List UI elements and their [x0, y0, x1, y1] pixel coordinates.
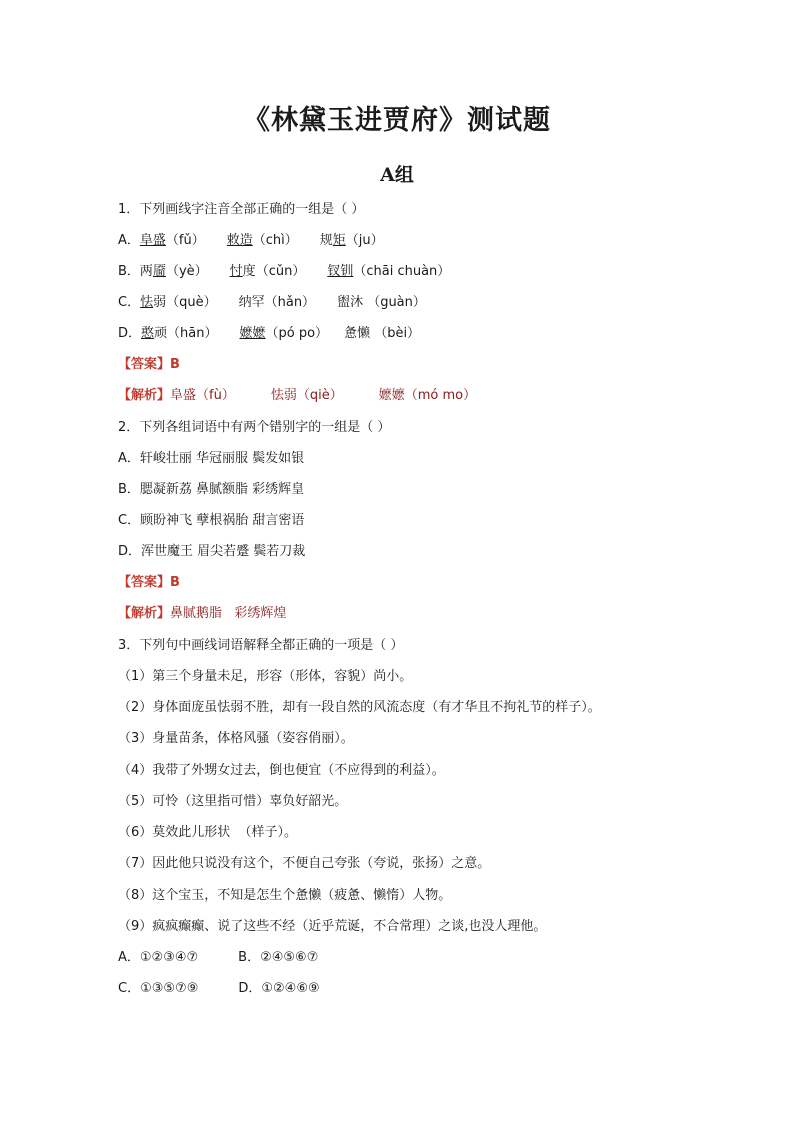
q3-item: （7）因此他只说没有这个，不便自己夸张（夸说，张扬）之意。: [118, 856, 491, 871]
q2-option-b: B．腮凝新荔 鼻腻额脂 彩绣辉皇: [118, 482, 305, 497]
word: 规: [319, 233, 333, 248]
q1-option-a: [118, 232, 384, 250]
underlined-word: 钗钏: [327, 264, 354, 279]
q2-answer: 【答案】B: [118, 575, 180, 590]
word: 弱: [153, 295, 167, 310]
option-prefix: D．: [118, 326, 142, 341]
q1-option-c: [118, 294, 426, 312]
word: 顽: [154, 326, 168, 341]
underlined-word: 嬷嬷: [239, 326, 266, 341]
word: 两: [139, 264, 153, 279]
q2-option-d: D．浑世魔王 眉尖若蹙 鬓若刀裁: [118, 544, 306, 559]
analysis-tag: 【解析】: [118, 388, 171, 403]
q2-stem: 2．下列各组词语中有两个错别字的一组是（ ）: [118, 420, 391, 435]
q3-item: （3）身量苗条，体格风骚（姿容俏丽）。: [118, 731, 354, 746]
pinyin: （chì）: [252, 233, 298, 248]
q3-options-row-2: [118, 980, 320, 998]
q3-item: （4）我带了外甥女过去，倒也便宜（不应得到的利益）。: [118, 763, 445, 778]
q1-option-b: [118, 263, 450, 281]
pinyin: （ju）: [345, 233, 384, 248]
analysis-item: 阜盛（fù）: [170, 388, 235, 403]
pinyin: （pó po）: [265, 326, 329, 341]
q3-item: （2）身体面庞虽怯弱不胜，却有一段自然的风流态度（有才华且不拘礼节的样子）。: [118, 700, 601, 715]
underlined-word: 怯: [140, 295, 154, 310]
option-prefix: B．: [118, 264, 140, 279]
underlined-word: 憨: [141, 326, 155, 341]
q1-answer: 【答案】B: [118, 357, 180, 372]
q3-option-a: A．①②③④⑦: [118, 950, 199, 965]
underlined-word: 忖: [229, 264, 243, 279]
q3-item: （5）可怜（这里指可惜）辜负好韶光。: [118, 794, 348, 809]
q3-item: （8）这个宝玉，不知是怎生个惫懒（疲惫、懒惰）人物。: [118, 888, 452, 903]
q2-option-a: A．轩峻壮丽 华冠丽服 鬓发如银: [118, 451, 305, 466]
q3-option-d: D．①②④⑥⑨: [238, 981, 320, 996]
underlined-word: 矩: [332, 233, 346, 248]
pinyin: （fǔ）: [165, 233, 205, 248]
underlined-word: 阜盛: [139, 233, 166, 248]
q3-option-b: B．②④⑤⑥⑦: [238, 950, 319, 965]
pinyin: （chāi chuàn）: [353, 264, 451, 279]
q3-options-row-1: [118, 949, 318, 967]
q2-analysis: [118, 605, 286, 623]
q1-option-d: [118, 325, 420, 343]
q3-item: （9）疯疯癫癫、说了这些不经（近乎荒诞，不合常理）之谈,也没人理他。: [118, 919, 547, 934]
option-prefix: C．: [118, 295, 141, 310]
q1-analysis: [118, 387, 476, 405]
q3-item: （1）第三个身量未足，形容（形体，容貌）尚小。: [118, 669, 413, 684]
analysis-tag: 【解析】: [118, 606, 171, 621]
underlined-word: 敕造: [226, 233, 253, 248]
word: 惫懒 （bèi）: [344, 326, 421, 341]
pinyin: （què）: [166, 295, 217, 310]
word: 纳罕（hǎn）: [238, 295, 316, 310]
q2-option-c: C．顾盼神飞 孽根祸胎 甜言密语: [118, 513, 305, 528]
analysis-item: 怯弱（qiè）: [270, 388, 343, 403]
page-title: 《林黛玉进贾府》测试题: [243, 105, 551, 136]
word: 盥沐 （guàn）: [337, 295, 426, 310]
pinyin: （hān）: [167, 326, 218, 341]
word: 度: [242, 264, 256, 279]
q3-option-c: C．①③⑤⑦⑨: [118, 981, 199, 996]
analysis-item: 嬷嬷（mó mo）: [378, 388, 477, 403]
group-heading: A组: [380, 164, 414, 186]
option-prefix: A．: [118, 233, 140, 248]
q3-item: （6）莫效此儿形状 （样子）。: [118, 825, 298, 840]
pinyin: （yè）: [165, 264, 208, 279]
q1-stem: 1．下列画线字注音全部正确的一组是（ ）: [118, 202, 365, 217]
pinyin: （cǔn）: [255, 264, 306, 279]
analysis-item: 鼻腻鹅脂 彩绣辉煌: [170, 606, 287, 621]
underlined-word: 靥: [152, 264, 166, 279]
q3-stem: 3．下列句中画线词语解释全都正确的一项是（ ）: [118, 638, 404, 653]
